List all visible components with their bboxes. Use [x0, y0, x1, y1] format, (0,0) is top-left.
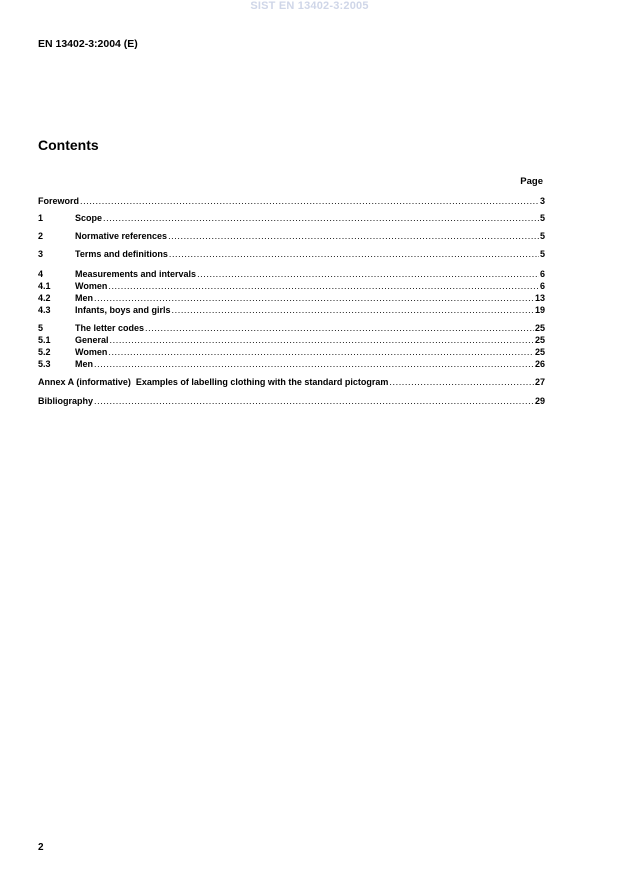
toc-number: 4.3	[38, 305, 51, 315]
toc-entry-bibliography[interactable]	[38, 395, 545, 407]
toc-leader	[94, 395, 534, 407]
toc-number: 5.2	[38, 347, 51, 357]
toc-entry-measurements-and-intervals[interactable]	[38, 268, 545, 280]
toc-title: Annex A (informative) Examples of labelling clothing with the standard pictogram	[38, 377, 389, 387]
toc-leader	[172, 304, 534, 316]
toc-leader	[108, 346, 534, 358]
toc-entry-normative-references[interactable]	[38, 230, 545, 242]
toc-title: Women	[75, 281, 108, 291]
toc-title: Infants, boys and girls	[75, 305, 171, 315]
toc-entry-scope[interactable]	[38, 212, 545, 224]
toc-leader	[168, 230, 539, 242]
toc-title: Normative references	[75, 231, 168, 241]
toc-leader	[103, 212, 539, 224]
toc-entry-4-1-women[interactable]	[38, 280, 545, 292]
toc-leader	[389, 376, 534, 388]
toc-leader	[94, 358, 534, 370]
toc-number: 2	[38, 231, 44, 241]
toc-title: General	[75, 335, 109, 345]
toc-title: Men	[75, 293, 93, 303]
toc-number: 5	[38, 323, 44, 333]
toc-page: 5	[539, 249, 545, 259]
toc-page: 13	[534, 293, 545, 303]
toc-entry-4-2-men[interactable]	[38, 292, 545, 304]
toc-page: 27	[534, 377, 545, 387]
toc-title: Terms and definitions	[75, 249, 168, 259]
toc-entry-letter-codes[interactable]	[38, 322, 545, 334]
page-column-label: Page	[520, 176, 543, 187]
toc-page: 26	[534, 359, 545, 369]
toc-entry-5-3-men[interactable]	[38, 358, 545, 370]
document-id: EN 13402-3:2004 (E)	[38, 38, 138, 50]
toc-page: 3	[539, 196, 545, 206]
toc-page: 25	[534, 323, 545, 333]
toc-leader	[80, 195, 539, 207]
toc-number: 3	[38, 249, 44, 259]
toc-number: 4.1	[38, 281, 51, 291]
toc-leader	[108, 280, 539, 292]
toc-page: 25	[534, 335, 545, 345]
toc-title: The letter codes	[75, 323, 145, 333]
toc-title: Men	[75, 359, 93, 369]
toc-leader	[110, 334, 534, 346]
toc-entry-5-2-women[interactable]	[38, 346, 545, 358]
toc-page: 5	[539, 213, 545, 223]
toc-page: 25	[534, 347, 545, 357]
toc-leader	[94, 292, 534, 304]
page-number: 2	[38, 842, 44, 853]
toc-title: Bibliography	[38, 396, 94, 406]
toc-page: 6	[539, 269, 545, 279]
toc-entry-5-1-general[interactable]	[38, 334, 545, 346]
watermark: SIST EN 13402-3:2005	[250, 0, 369, 12]
toc-number: 1	[38, 213, 44, 223]
toc-title: Foreword	[38, 196, 80, 206]
toc-entry-annex-a[interactable]	[38, 376, 545, 388]
toc-number: 4.2	[38, 293, 51, 303]
toc-leader	[145, 322, 534, 334]
toc-entry-4-3-infants[interactable]	[38, 304, 545, 316]
toc-title: Women	[75, 347, 108, 357]
toc-leader	[197, 268, 539, 280]
toc-number: 5.3	[38, 359, 51, 369]
toc-leader	[169, 248, 539, 260]
toc-entry-terms-and-definitions[interactable]	[38, 248, 545, 260]
toc-title: Scope	[75, 213, 103, 223]
toc-page: 29	[534, 396, 545, 406]
toc-number: 5.1	[38, 335, 51, 345]
toc-number: 4	[38, 269, 44, 279]
toc-page: 5	[539, 231, 545, 241]
contents-title: Contents	[38, 137, 99, 153]
toc-entry-foreword[interactable]	[38, 195, 545, 207]
toc-title: Measurements and intervals	[75, 269, 197, 279]
toc-page: 6	[539, 281, 545, 291]
toc-page: 19	[534, 305, 545, 315]
